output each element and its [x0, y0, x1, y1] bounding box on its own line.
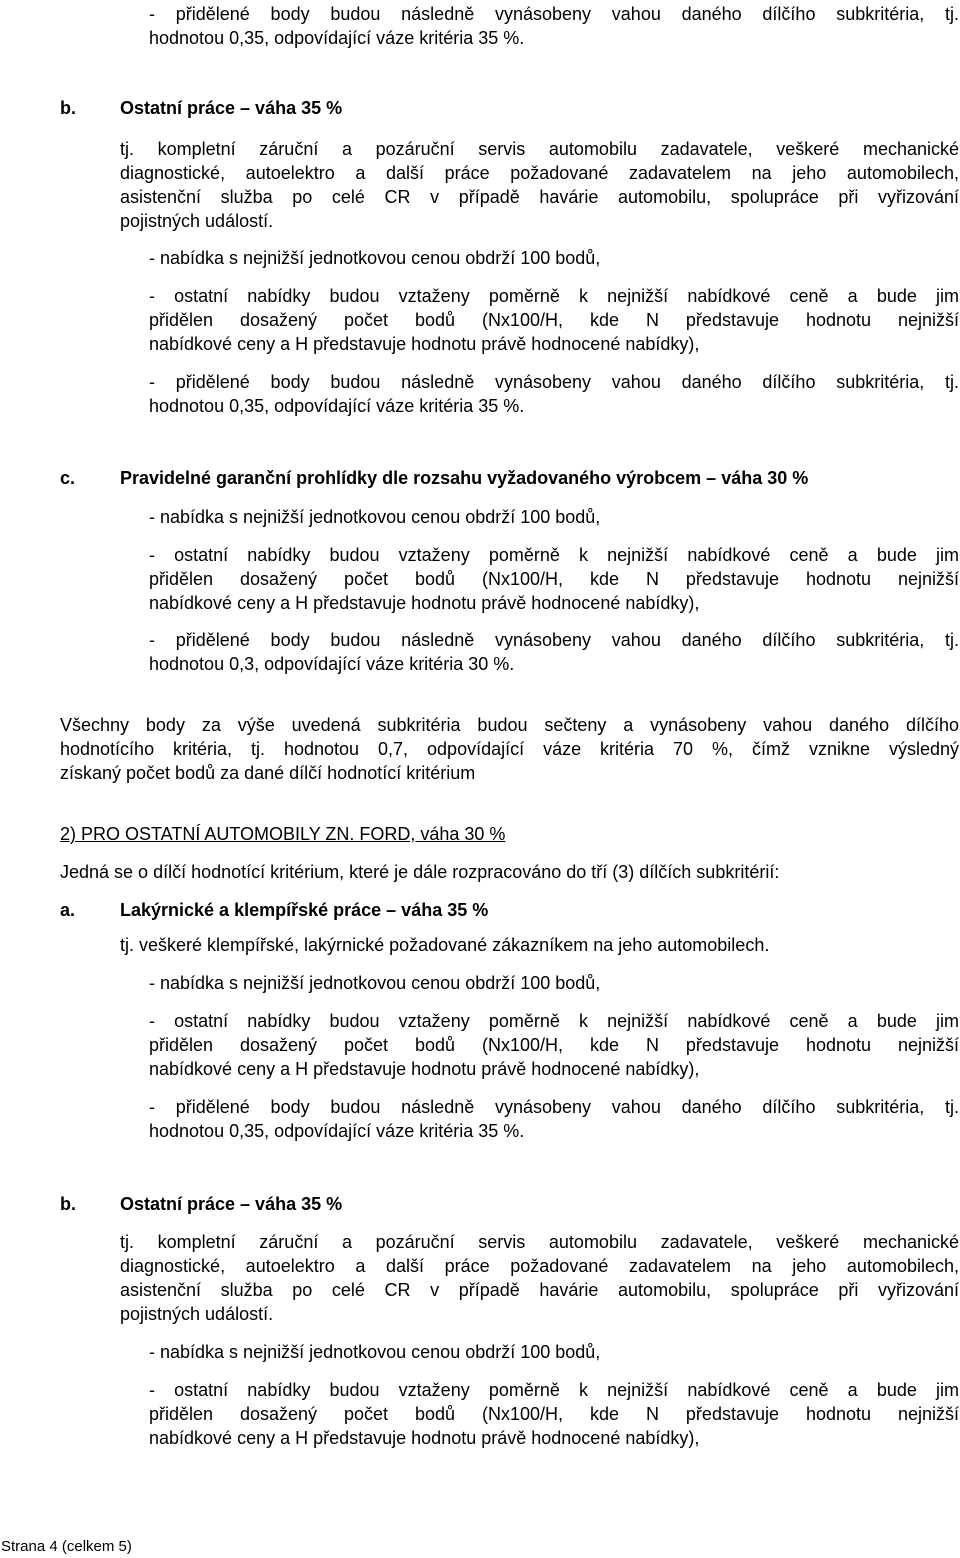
section-b1-desc-line-1: tj. kompletní záruční a pozáruční servis automobilu zadavatele, veškeré mechanické: [120, 139, 959, 159]
section-b2-desc-line-2: diagnostické, autoelektro a další práce požadované zadavatelem na jeho automobilech,: [120, 1256, 959, 1276]
section-c-best-offer: - nabídka s nejnižší jednotkovou cenou obdrží 100 bodů,: [149, 507, 601, 527]
section-b1-other-offers-line-3: nabídkové ceny a H představuje hodnotu právě hodnocené nabídky),: [149, 334, 700, 354]
section-b1-best-offer: - nabídka s nejnižší jednotkovou cenou obdrží 100 bodů,: [149, 248, 601, 268]
section-b1-title: Ostatní práce – váha 35 %: [120, 98, 343, 118]
section-a-letter: a.: [60, 900, 76, 920]
section-b2-desc-line-1: tj. kompletní záruční a pozáruční servis automobilu zadavatele, veškeré mechanické: [120, 1232, 959, 1252]
section-c-other-offers-line-3: nabídkové ceny a H představuje hodnotu právě hodnocené nabídky),: [149, 593, 700, 613]
section-b2-desc-line-3: asistenční služba po celé CR v případě havárie automobilu, spolupráce při vyřizování: [120, 1280, 959, 1300]
section-c-other-offers-line-1: - ostatní nabídky budou vztaženy poměrně k nejnižší nabídkové ceně a bude jim: [149, 545, 959, 565]
section-b1-other-offers-line-2: přidělen dosažený počet bodů (Nx100/H, kde N představuje hodnotu nejnižší: [149, 310, 959, 330]
section-b2-other-offers-line-2: přidělen dosažený počet bodů (Nx100/H, kde N představuje hodnotu nejnižší: [149, 1404, 959, 1424]
section-b1-other-offers-line-1: - ostatní nabídky budou vztaženy poměrně k nejnižší nabídkové ceně a bude jim: [149, 286, 959, 306]
summary-line-3: získaný počet bodů za dané dílčí hodnotící kritérium: [60, 763, 476, 783]
heading-2: 2) PRO OSTATNÍ AUTOMOBILY ZN. FORD, váha 30 %: [60, 824, 506, 844]
section-b2-other-offers-line-3: nabídkové ceny a H představuje hodnotu právě hodnocené nabídky),: [149, 1428, 700, 1448]
section-c-multiplier-line-2: hodnotou 0,3, odpovídající váze kritéria 30 %.: [149, 654, 515, 674]
heading-2-intro: Jedná se o dílčí hodnotící kritérium, které je dále rozpracováno do tří (3) dílčích subkritérií:: [60, 862, 780, 882]
section-a-title: Lakýrnické a klempířské práce – váha 35 %: [120, 900, 489, 920]
summary-line-2: hodnotícího kritéria, tj. hodnotou 0,7, odpovídající váze kritéria 70 %, čímž vznikne výsledný: [60, 739, 959, 759]
section-c-title: Pravidelné garanční prohlídky dle rozsahu vyžadovaného výrobcem – váha 30 %: [120, 468, 809, 488]
section-a-other-offers-line-2: přidělen dosažený počet bodů (Nx100/H, kde N představuje hodnotu nejnižší: [149, 1035, 959, 1055]
section-a-other-offers-line-3: nabídkové ceny a H představuje hodnotu právě hodnocené nabídky),: [149, 1059, 700, 1079]
section-c-multiplier-line-1: - přidělené body budou následně vynásobeny vahou daného dílčího subkritéria, tj.: [149, 630, 959, 650]
section-a-desc: tj. veškeré klempířské, lakýrnické požadované zákazníkem na jeho automobilech.: [120, 935, 770, 955]
summary-line-1: Všechny body za výše uvedená subkritéria budou sečteny a vynásobeny vahou daného dílčího: [60, 715, 959, 735]
section-b1-desc-line-2: diagnostické, autoelektro a další práce požadované zadavatelem na jeho automobilech,: [120, 163, 959, 183]
section-a-multiplier-line-1: - přidělené body budou následně vynásobeny vahou daného dílčího subkritéria, tj.: [149, 1097, 959, 1117]
intro-multiplier-line-2: hodnotou 0,35, odpovídající váze kritéria 35 %.: [149, 28, 525, 48]
section-b2-letter: b.: [60, 1194, 76, 1214]
section-b1-multiplier-line-2: hodnotou 0,35, odpovídající váze kritéria 35 %.: [149, 396, 525, 416]
section-b1-desc-line-3: asistenční služba po celé CR v případě havárie automobilu, spolupráce při vyřizování: [120, 187, 959, 207]
section-c-letter: c.: [60, 468, 76, 488]
section-a-best-offer: - nabídka s nejnižší jednotkovou cenou obdrží 100 bodů,: [149, 973, 601, 993]
section-a-other-offers-line-1: - ostatní nabídky budou vztaženy poměrně k nejnižší nabídkové ceně a bude jim: [149, 1011, 959, 1031]
section-b2-title: Ostatní práce – váha 35 %: [120, 1194, 343, 1214]
section-b1-letter: b.: [60, 98, 76, 118]
intro-multiplier-line-1: - přidělené body budou následně vynásobeny vahou daného dílčího subkritéria, tj.: [149, 4, 959, 24]
section-b2-desc-line-4: pojistných událostí.: [120, 1304, 274, 1324]
section-c-other-offers-line-2: přidělen dosažený počet bodů (Nx100/H, kde N představuje hodnotu nejnižší: [149, 569, 959, 589]
section-b2-other-offers-line-1: - ostatní nabídky budou vztaženy poměrně k nejnižší nabídkové ceně a bude jim: [149, 1380, 959, 1400]
section-b2-best-offer: - nabídka s nejnižší jednotkovou cenou obdrží 100 bodů,: [149, 1342, 601, 1362]
page-number: Strana 4 (celkem 5): [1, 1538, 132, 1555]
section-a-multiplier-line-2: hodnotou 0,35, odpovídající váze kritéria 35 %.: [149, 1121, 525, 1141]
section-b1-desc-line-4: pojistných událostí.: [120, 211, 274, 231]
section-b1-multiplier-line-1: - přidělené body budou následně vynásobeny vahou daného dílčího subkritéria, tj.: [149, 372, 959, 392]
